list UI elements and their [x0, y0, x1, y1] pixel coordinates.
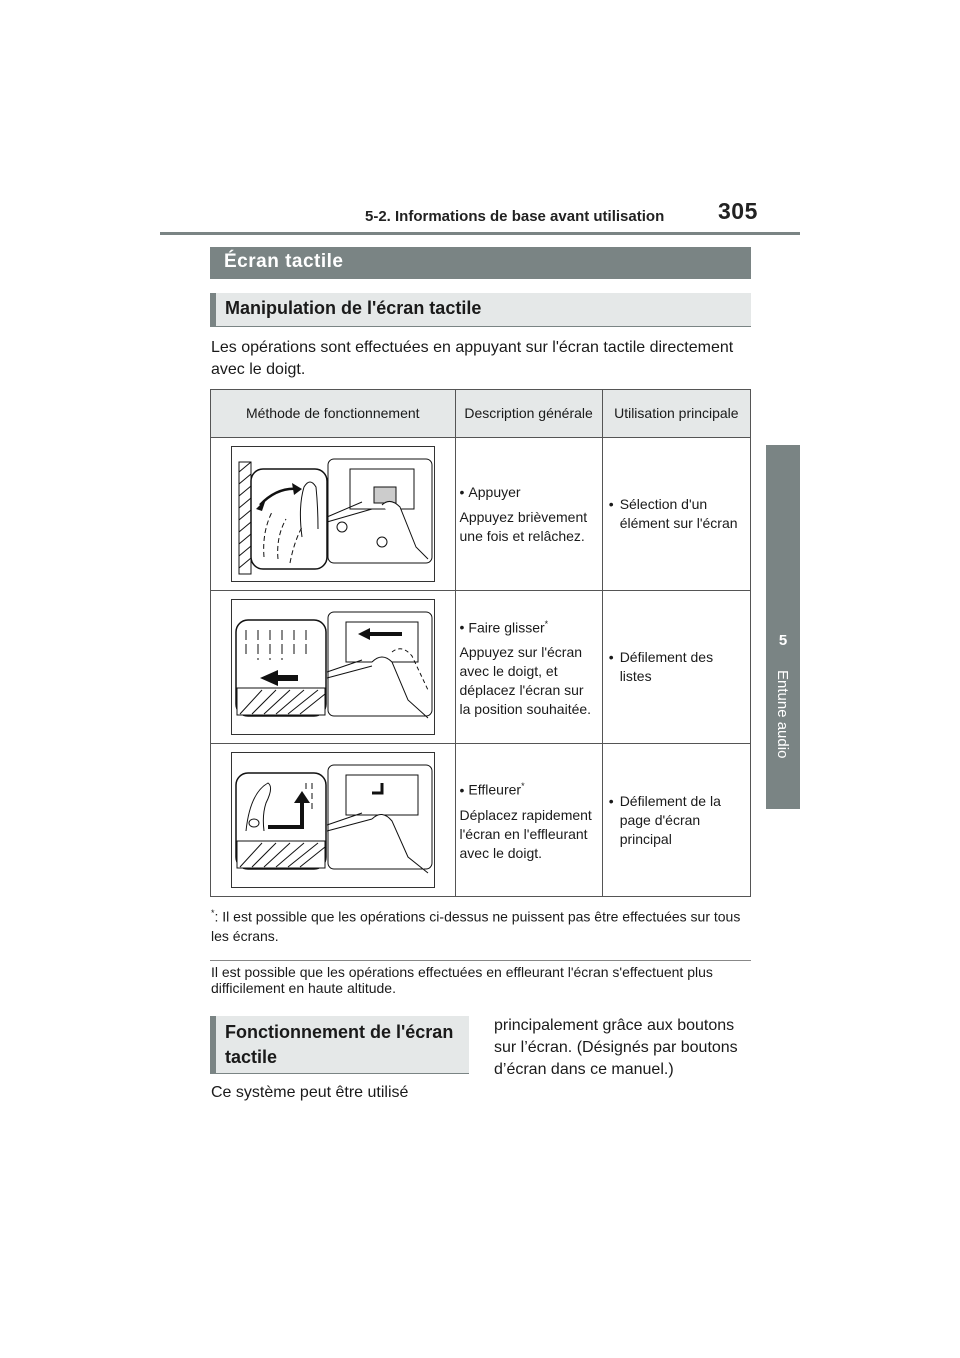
- asterisk-marker: *: [544, 618, 549, 629]
- illustration-cell: [211, 744, 456, 897]
- chapter-label-text: Entune audio: [774, 670, 791, 759]
- chapter-label: [766, 665, 800, 805]
- gesture-name: Faire glisser: [468, 619, 545, 636]
- bullet-icon: •: [459, 483, 465, 500]
- gesture-usage: Défilement de la page d'écran principal: [619, 792, 721, 847]
- bullet-icon: •: [608, 792, 614, 809]
- gesture-usage: Défilement des listes: [619, 649, 714, 684]
- gesture-name: Appuyer: [468, 483, 521, 500]
- note-divider: [210, 960, 751, 961]
- tap-gesture-illustration: [231, 446, 435, 582]
- description-cell: [455, 744, 602, 897]
- drag-gesture-illustration: [231, 599, 435, 735]
- bullet-icon: •: [459, 619, 465, 636]
- description-cell: [455, 591, 602, 744]
- section-title: Écran tactile: [224, 251, 344, 272]
- page-number: 305: [718, 198, 758, 224]
- table-row: [211, 438, 751, 591]
- table-row: [211, 591, 751, 744]
- gesture-description: Déplacez rapidement l'écran en l'effleurant avec le doigt.: [459, 806, 592, 861]
- chapter-number: 5: [778, 632, 788, 649]
- flick-gesture-illustration: [231, 752, 435, 888]
- running-header-section: 5-2. Informations de base avant utilisation: [365, 208, 665, 225]
- table-footnote: [211, 904, 751, 946]
- gesture-description: Appuyez sur l'écran avec le doigt, et déplacez l'écran sur la position souhaitée.: [459, 644, 592, 718]
- header-rule: [160, 232, 800, 235]
- body-text-right: principalement grâce aux boutons sur l’écran. (Désignés par boutons d’écran dans ce manuel.): [494, 1017, 738, 1078]
- illustration-cell: [211, 438, 456, 591]
- body-text-left: Ce système peut être utilisé: [211, 1084, 409, 1101]
- table-header-method: Méthode de fonctionnement: [211, 390, 456, 438]
- gesture-table: [210, 389, 751, 897]
- footnote-marker: *: [211, 908, 215, 918]
- illustration-cell: [211, 591, 456, 744]
- usage-cell: [602, 591, 750, 744]
- subsection2-title-bar: [210, 1016, 469, 1074]
- intro-paragraph: Les opérations sont effectuées en appuyant sur l'écran tactile directement avec le doigt.: [211, 339, 734, 378]
- bullet-icon: •: [608, 649, 614, 665]
- gesture-name: Effleurer: [468, 781, 522, 798]
- usage-cell: [602, 744, 750, 897]
- asterisk-marker: *: [521, 781, 525, 792]
- bullet-icon: •: [608, 496, 614, 512]
- gesture-usage: Sélection d'un élément sur l'écran: [619, 496, 738, 531]
- subsection-title-bar: [210, 293, 751, 327]
- section-title-bar: [210, 247, 751, 279]
- subsection2-title: Fonctionnement de l'écran tactile: [225, 1022, 454, 1067]
- table-row: [211, 744, 751, 897]
- usage-cell: [602, 438, 750, 591]
- table-header-usage: Utilisation principale: [602, 390, 750, 438]
- subsection-title: Manipulation de l'écran tactile: [225, 298, 482, 318]
- table-header-row: [211, 390, 751, 438]
- footnote-text: : Il est possible que les opérations ci-dessus ne puissent pas être effectuées sur tous les écrans.: [211, 908, 741, 944]
- description-cell: [455, 438, 602, 591]
- altitude-note: Il est possible que les opérations effectuées en effleurant l'écran s'effectuent plus difficilement en haute altitude.: [211, 964, 713, 996]
- bullet-icon: •: [459, 781, 465, 798]
- table-header-description: Description générale: [455, 390, 602, 438]
- gesture-description: Appuyez brièvement une fois et relâchez.: [459, 508, 588, 544]
